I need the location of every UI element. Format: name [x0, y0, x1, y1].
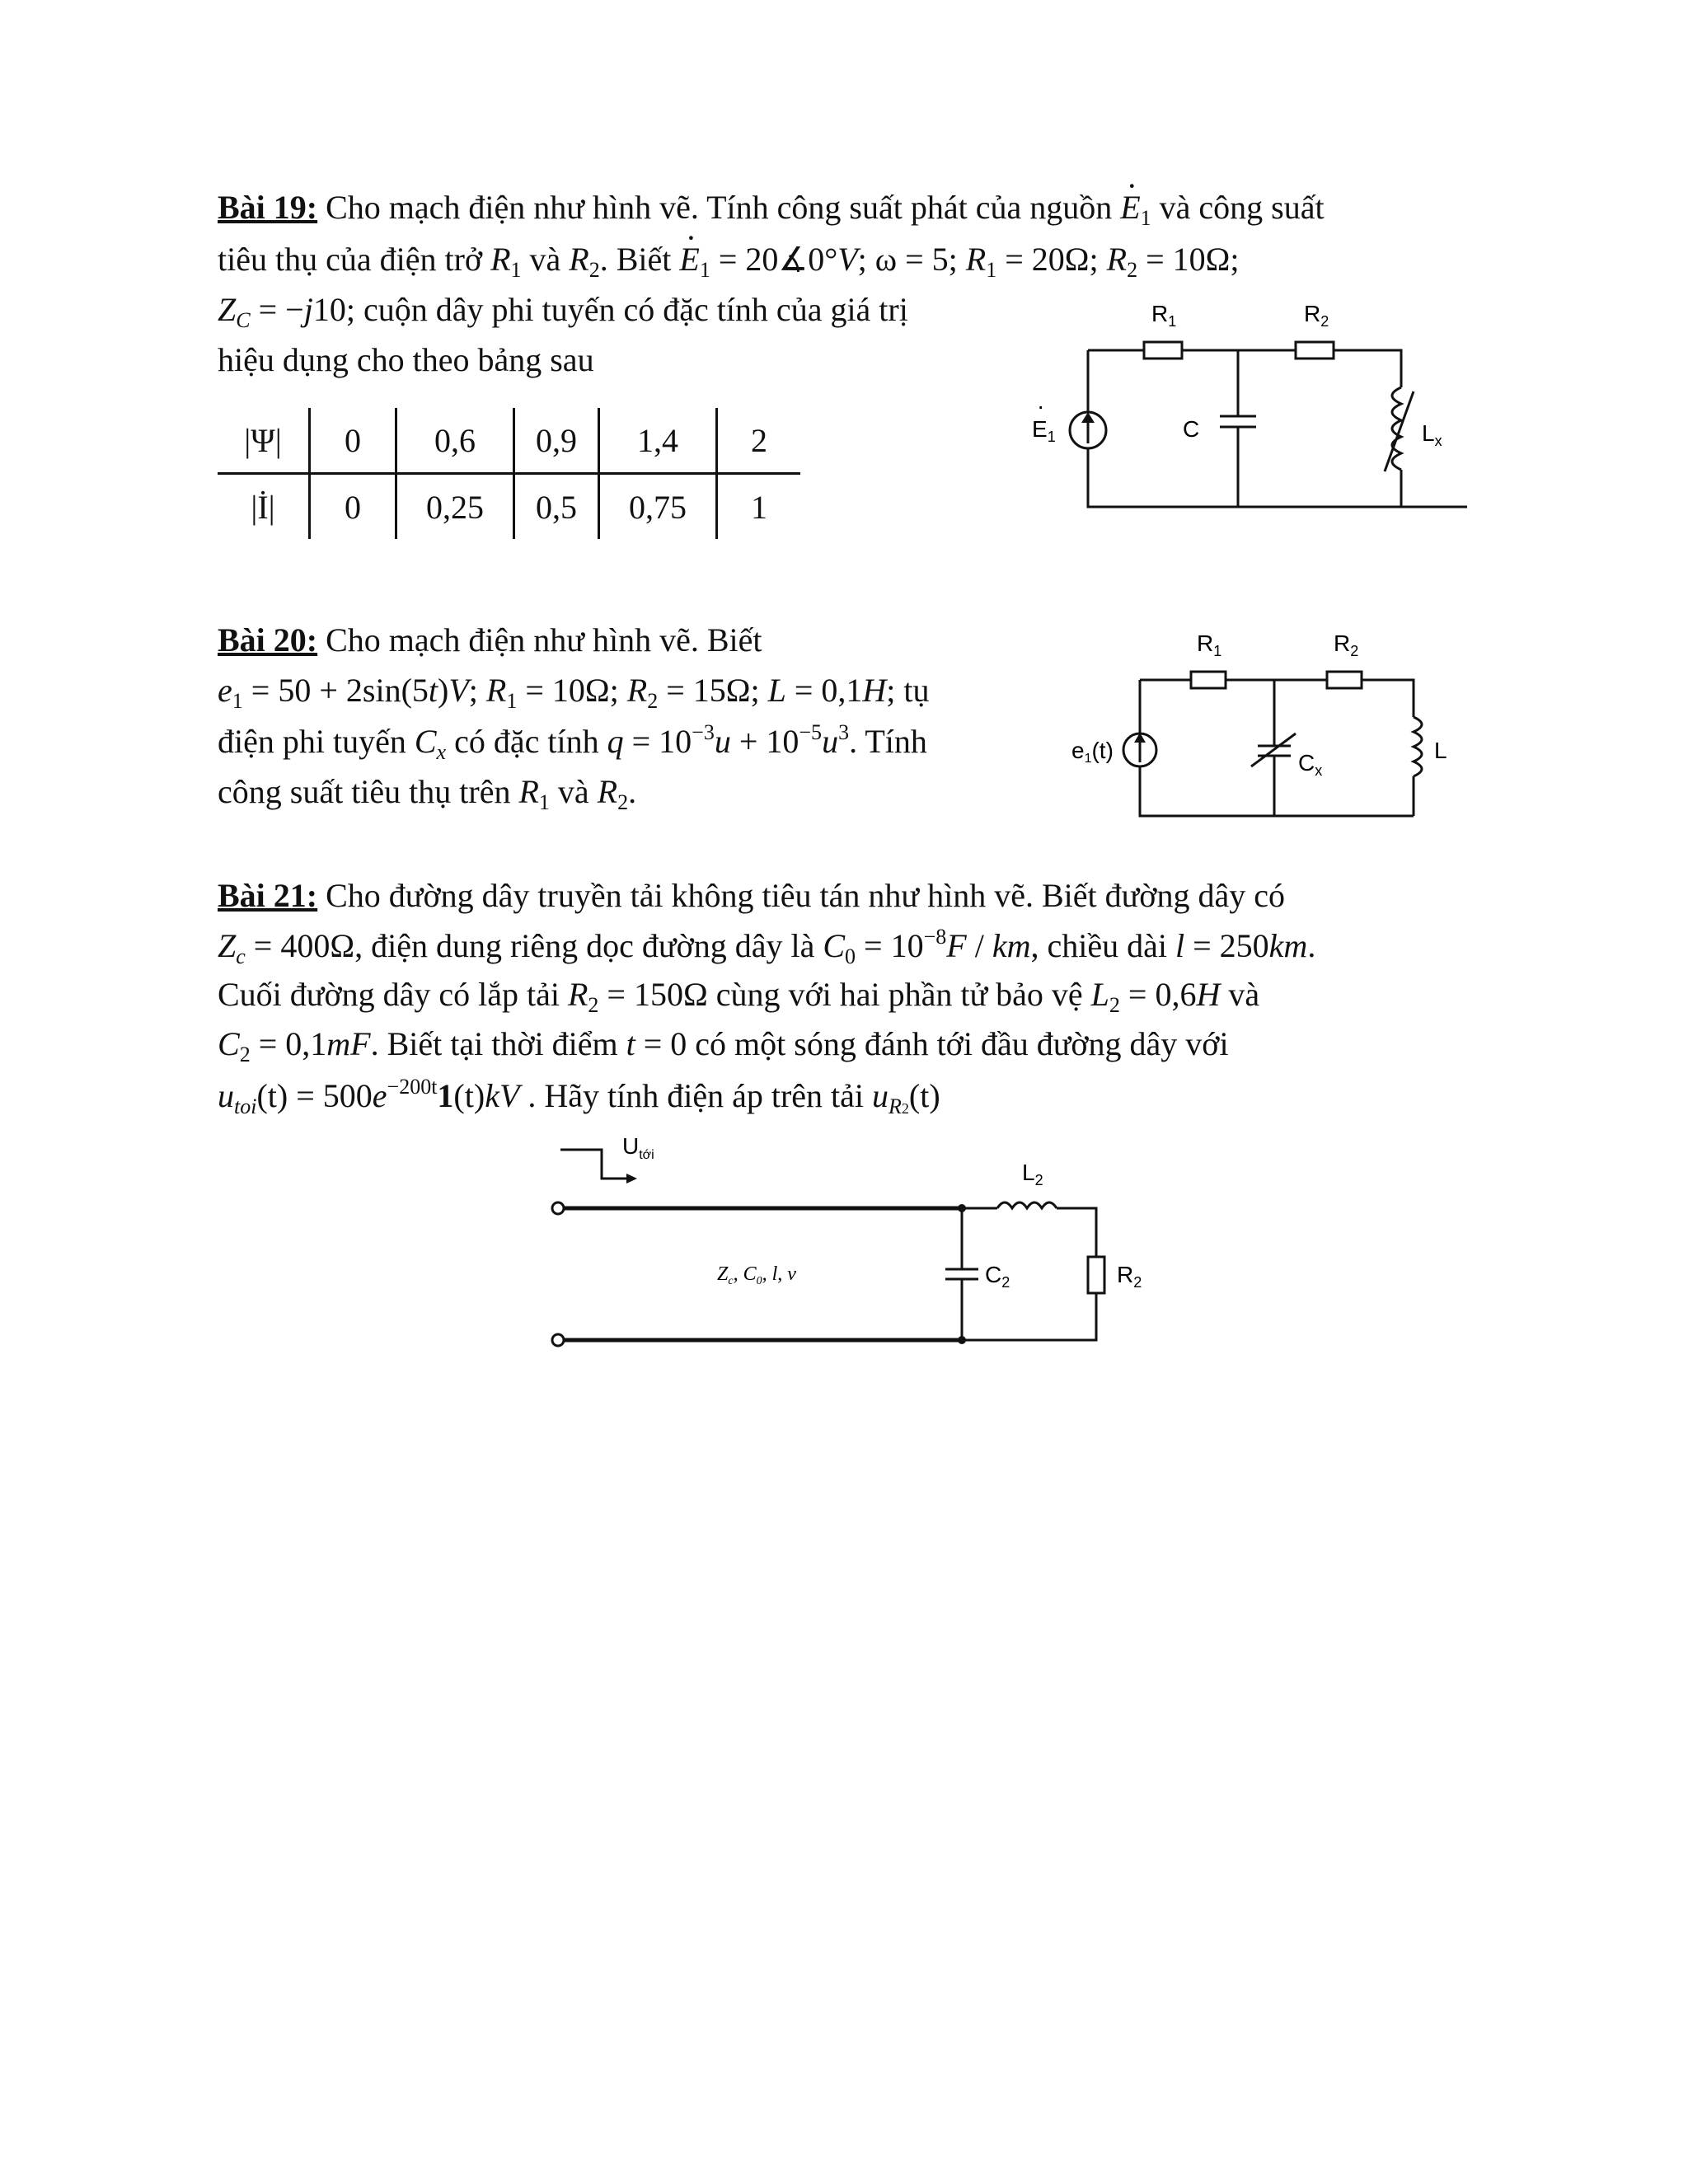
b19-line2: tiêu thụ của điện trở $R_1$ và $R_2$. Biết · $E_1$ = 20∡0°V; ω = 5; $R_1 = 20\Omega$; $R_2 = 10\Omega$;	[218, 243, 1239, 276]
b20-r1-label: $R_1$	[1197, 630, 1222, 659]
b20-line3: điện phi tuyến $C_x$ có đặc tính $q = 10^{-3}u + 10^{-5}u^3$. Tính	[218, 720, 927, 764]
b19-c-label: C	[1183, 416, 1200, 442]
table-row: |İ| 0 0,25 0,5 0,75 1	[218, 474, 800, 540]
b19-lx-label: $L_x$	[1422, 420, 1442, 449]
b19-line1: Bài 19: Cho mạch điện như hình vẽ. Tính công suất phát của nguồn · $E_1$ và công suất	[218, 191, 1325, 224]
b21-line2: $Z_c = 400\Omega$, điện dung riêng dọc đường dây là $C_0 = 10^{-8}F$ / km, chiều dài l = 250km.	[218, 925, 1316, 968]
b20-e1-label: e1(t)	[1071, 738, 1114, 766]
table-row: |Ψ| 0 0,6 0,9 1,4 2	[218, 408, 800, 474]
b19-e1-label: $E_1$	[1032, 416, 1056, 445]
b21-line-params-label: $Z_c$, $C_0$, l, v	[717, 1263, 796, 1287]
b21-line5: $u_{toi}(t) = 500e^{-200t}1(t)kV$ . Hãy tính điện áp trên tải $u_{R2}(t)$	[218, 1075, 940, 1118]
b21-l2-label: $L_2$	[1022, 1160, 1043, 1188]
b20-line2: $e_1 = 50 + 2\sin(5t)V$; $R_1 = 10\Omega$; $R_2 = 15\Omega$; L = 0,1H; tụ	[218, 672, 930, 713]
table-label-current: |İ|	[251, 488, 275, 526]
b21-heading: Bài 21:	[218, 877, 318, 914]
b20-l-label: L	[1434, 738, 1447, 763]
b19-r1-label: $R_1$	[1151, 301, 1177, 330]
b21-line3: Cuối đường dây có lắp tải $R_2 = 150\Omega$ cùng với hai phần tử bảo vệ $L_2 = 0,6H$ và	[218, 976, 1260, 1017]
b21-c2-label: $C_2$	[985, 1262, 1010, 1291]
b20-cx-label: $C_x$	[1298, 750, 1323, 779]
b19-line3: $Z_C = -j10$; cuộn dây phi tuyến có đặc tính của giá trị	[218, 291, 908, 332]
b19-circuit-diagram	[1022, 297, 1467, 519]
psi-current-table	[218, 408, 800, 539]
b19-heading: Bài 19:	[218, 189, 318, 226]
b19-line4: hiệu dụng cho theo bảng sau	[218, 341, 594, 378]
b20-line4: công suất tiêu thụ trên $R_1$ và $R_2$.	[218, 773, 637, 814]
b20-heading: Bài 20:	[218, 621, 318, 658]
table-label-psi: |Ψ|	[218, 408, 310, 474]
b21-r2-label: $R_2$	[1117, 1262, 1142, 1291]
b19-r2-label: $R_2$	[1304, 301, 1329, 330]
b21-circuit-diagram	[540, 1129, 1150, 1376]
svg-text:·: ·	[1037, 393, 1045, 419]
b20-circuit-diagram	[1071, 630, 1451, 828]
b20-r2-label: $R_2$	[1334, 630, 1359, 659]
b20-line1: Bài 20: Cho mạch điện như hình vẽ. Biết	[218, 621, 762, 658]
b21-line4: $C_2 = 0,1mF$. Biết tại thời điểm t = 0 có một sóng đánh tới đầu đường dây với	[218, 1025, 1229, 1066]
b21-line1: Bài 21: Cho đường dây truyền tải không tiêu tán như hình vẽ. Biết đường dây có	[218, 877, 1285, 914]
b21-utoi-label: $U_{tới}$	[622, 1133, 654, 1162]
